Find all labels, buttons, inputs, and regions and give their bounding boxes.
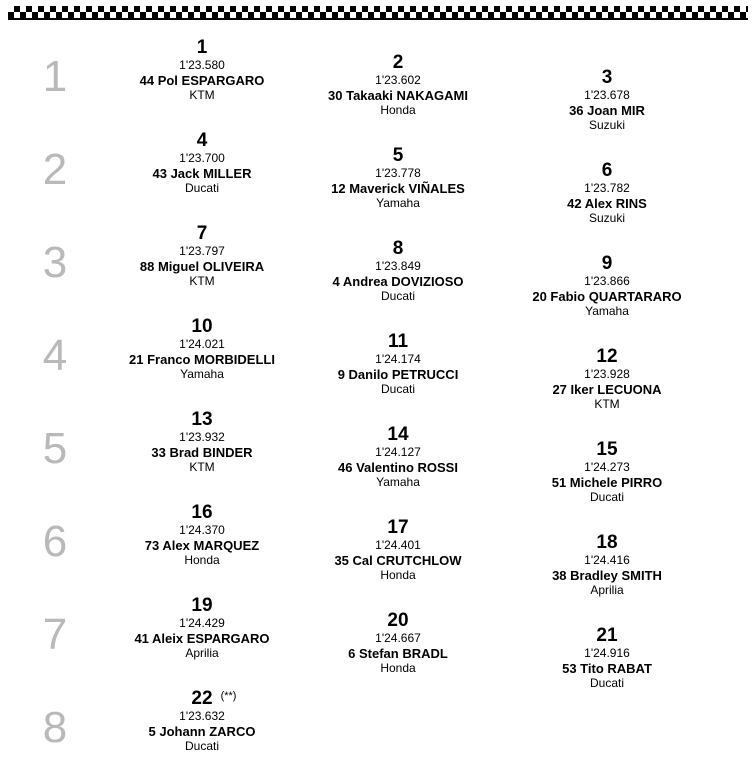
lap-time: 1'24.370 — [179, 523, 225, 537]
grid-row-number: 7 — [42, 610, 68, 659]
rider-name: 21 Franco MORBIDELLI — [129, 352, 275, 367]
grid-position: 8 — [392, 238, 404, 259]
grid-position: 18 — [596, 532, 618, 553]
rider-name: 27 Iker LECUONA — [552, 382, 662, 397]
lap-time: 1'23.782 — [584, 181, 630, 195]
team-name: Honda — [380, 103, 416, 117]
team-name: Aprilia — [185, 646, 219, 660]
lap-time: 1'23.778 — [375, 166, 421, 180]
grid-slot — [107, 689, 297, 753]
grid-slot — [303, 53, 493, 117]
team-name: Ducati — [589, 490, 624, 504]
lap-time: 1'23.580 — [179, 58, 225, 72]
team-name: Ducati — [184, 181, 219, 195]
lap-time: 1'24.416 — [584, 553, 630, 567]
team-name: Ducati — [589, 676, 624, 690]
rider-name: 35 Cal CRUTCHLOW — [334, 553, 462, 568]
team-name: Yamaha — [376, 475, 420, 489]
lap-time: 1'23.632 — [179, 709, 225, 723]
lap-time: 1'24.401 — [375, 538, 421, 552]
grid-slot — [512, 626, 702, 690]
team-name: KTM — [189, 274, 215, 288]
grid-position: 13 — [191, 409, 213, 430]
rider-name: 42 Alex RINS — [567, 196, 647, 211]
flag-underline — [8, 18, 748, 20]
rider-name: 51 Michele PIRRO — [551, 475, 663, 490]
grid-position: 16 — [191, 502, 213, 523]
rider-name: 33 Brad BINDER — [151, 445, 253, 460]
lap-time: 1'23.866 — [584, 274, 630, 288]
grid-position: 11 — [387, 331, 409, 352]
rider-name: 20 Fabio QUARTARARO — [532, 289, 682, 304]
lap-time: 1'24.127 — [375, 445, 421, 459]
grid-slot — [512, 347, 702, 411]
grid-position: 3 — [601, 67, 613, 88]
grid-position: 12 — [596, 346, 618, 367]
grid-slot — [303, 425, 493, 489]
team-name: KTM — [594, 397, 620, 411]
team-name: Ducati — [380, 289, 415, 303]
rider-name: 36 Joan MIR — [569, 103, 645, 118]
grid-row-number: 6 — [42, 517, 68, 566]
grid-position: 19 — [191, 595, 213, 616]
grid-slot — [303, 239, 493, 303]
grid-row-number: 5 — [42, 424, 68, 473]
team-name: Yamaha — [180, 367, 224, 381]
grid-slot — [107, 131, 297, 195]
rider-name: 41 Aleix ESPARGARO — [134, 631, 270, 646]
lap-time: 1'24.667 — [375, 631, 421, 645]
rider-name: 30 Takaaki NAKAGAMI — [328, 88, 468, 103]
grid-position: 20 — [387, 610, 409, 631]
grid-row-number: 1 — [42, 52, 68, 101]
grid-slot — [303, 146, 493, 210]
lap-time: 1'23.928 — [584, 367, 630, 381]
checkered-flag-banner — [8, 6, 748, 18]
team-name: Honda — [380, 568, 416, 582]
grid-position: 22 (**) — [191, 688, 237, 709]
team-name: KTM — [189, 88, 215, 102]
grid-slot — [107, 38, 297, 102]
lap-time: 1'24.273 — [584, 460, 630, 474]
rider-name: 44 Pol ESPARGARO — [139, 73, 265, 88]
rider-name: 88 Miguel OLIVEIRA — [139, 259, 265, 274]
grid-position: 7 — [196, 223, 208, 244]
team-name: Ducati — [184, 739, 219, 753]
rider-name: 9 Danilo PETRUCCI — [337, 367, 459, 382]
grid-note: (**) — [220, 690, 237, 702]
lap-time: 1'23.700 — [179, 151, 225, 165]
lap-time: 1'23.849 — [375, 259, 421, 273]
team-name: Aprilia — [590, 583, 624, 597]
grid-position: 17 — [387, 517, 409, 538]
rider-name: 6 Stefan BRADL — [348, 646, 448, 661]
lap-time: 1'24.916 — [584, 646, 630, 660]
grid-position: 14 — [387, 424, 409, 445]
grid-slot — [512, 533, 702, 597]
grid-row-number: 4 — [42, 331, 68, 380]
grid-slot — [512, 68, 702, 132]
grid-row-number: 8 — [42, 703, 68, 752]
grid-slot — [107, 317, 297, 381]
team-name: Yamaha — [376, 196, 420, 210]
grid-slot — [303, 611, 493, 675]
grid-slot — [107, 596, 297, 660]
grid-position: 2 — [392, 52, 404, 73]
team-name: Honda — [184, 553, 220, 567]
lap-time: 1'23.678 — [584, 88, 630, 102]
team-name: Suzuki — [588, 118, 626, 132]
rider-name: 73 Alex MARQUEZ — [144, 538, 260, 553]
team-name: Yamaha — [585, 304, 629, 318]
grid-position: 15 — [596, 439, 618, 460]
team-name: Honda — [380, 661, 416, 675]
grid-position: 21 — [596, 625, 618, 646]
team-name: Suzuki — [588, 211, 626, 225]
rider-name: 38 Bradley SMITH — [552, 568, 662, 583]
lap-time: 1'24.429 — [179, 616, 225, 630]
grid-slot — [512, 161, 702, 225]
grid-slot — [107, 224, 297, 288]
grid-row-number: 2 — [42, 145, 68, 194]
lap-time: 1'23.797 — [179, 244, 225, 258]
grid-position: 1 — [196, 37, 208, 58]
team-name: Ducati — [380, 382, 415, 396]
grid-position: 6 — [601, 160, 613, 181]
lap-time: 1'23.932 — [179, 430, 225, 444]
grid-slot — [512, 440, 702, 504]
grid-position: 4 — [196, 130, 208, 151]
lap-time: 1'24.021 — [179, 337, 225, 351]
rider-name: 12 Maverick VIÑALES — [331, 181, 465, 196]
grid-position: 9 — [601, 253, 613, 274]
grid-slot — [303, 332, 493, 396]
rider-name: 43 Jack MILLER — [152, 166, 252, 181]
grid-position: 10 — [191, 316, 213, 337]
lap-time: 1'24.174 — [375, 352, 421, 366]
lap-time: 1'23.602 — [375, 73, 421, 87]
grid-slot — [512, 254, 702, 318]
grid-slot — [303, 518, 493, 582]
team-name: KTM — [189, 460, 215, 474]
rider-name: 46 Valentino ROSSI — [338, 460, 458, 475]
rider-name: 4 Andrea DOVIZIOSO — [332, 274, 464, 289]
grid-slot — [107, 503, 297, 567]
grid-row-number: 3 — [42, 238, 68, 287]
grid-slot — [107, 410, 297, 474]
rider-name: 53 Tito RABAT — [562, 661, 652, 676]
rider-name: 5 Johann ZARCO — [148, 724, 256, 739]
grid-position: 5 — [392, 145, 404, 166]
